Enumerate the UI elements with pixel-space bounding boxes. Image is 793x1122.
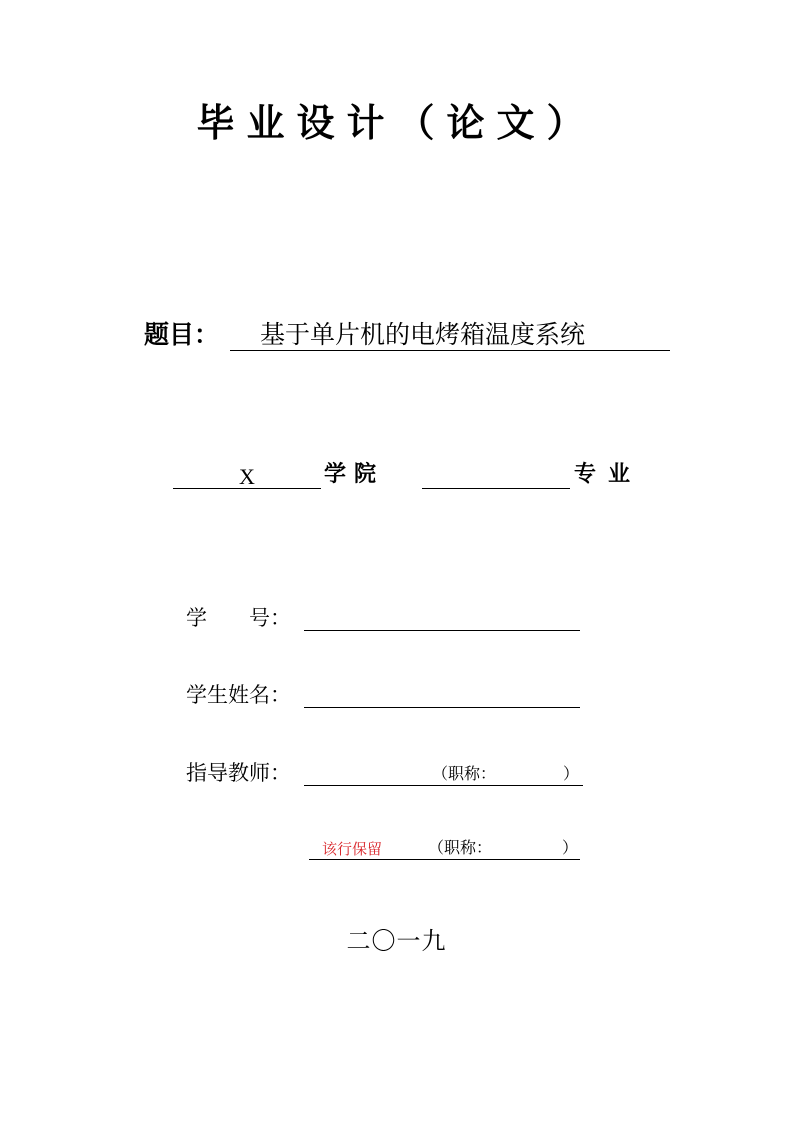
college-field: X	[173, 460, 321, 489]
major-label: 专业	[574, 462, 643, 487]
student-id-field	[304, 603, 580, 631]
year-text: 二〇一九	[346, 927, 447, 955]
student-name-field	[304, 680, 580, 708]
topic-value: 基于单片机的电烤箱温度系统	[230, 318, 670, 351]
college-label: 学院	[324, 462, 385, 487]
student-id-label: 学 号：	[186, 606, 291, 630]
major-field	[422, 460, 570, 489]
student-name-label: 学生姓名：	[186, 683, 291, 707]
advisor-title-open: （职称：	[432, 764, 497, 783]
reserve-note: 该行保留	[322, 840, 383, 858]
second-advisor-title-open: （职称：	[428, 838, 493, 857]
advisor-title-close: ）	[563, 764, 580, 783]
document-title: 毕业设计（论文）	[196, 101, 597, 145]
advisor-label: 指导教师：	[186, 761, 291, 785]
topic-label: 题目：	[144, 320, 220, 349]
second-advisor-title-close: ）	[562, 838, 579, 857]
